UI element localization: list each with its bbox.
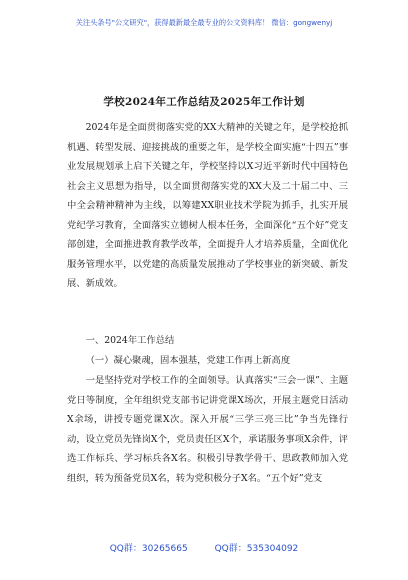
intro-paragraph-block [67,118,348,294]
footer-qq-group-2: QQ群：535304092 [214,544,299,554]
document-title: 学校2024年工作总结及2025年工作计划 [103,96,305,108]
section-heading: 一、2024年工作总结 [85,335,175,346]
intro-paragraph: 2024年是全面贯彻落实党的XX大精神的关键之年，是学校抢抓机遇、转型发展、迎接挑战的重要之年，是学校全面实施“十四五”事业发展规划承上启下关键之年，学校坚持以X习近平新时代中国特色社会主义思想为指导，以全面贯彻落实党的XX大及二十届二中、三中全会精神精神为主线，以筹建XX职业技术学院为抓手，扎实开展党纪学习教育，全面落实立德树人根本任务，全面深化“五个好”党支部创建，全面推进教育教学改革，全面提升人才培养质量，全面优化服务管理水平，以党建的高质量发展推动了学校事业的新突破、新发展、新成效。 [67,122,348,289]
section-heading-block [67,331,348,351]
header-promo-text: 关注头条号"公文研究"，获得最新最全最专业的公文资料库！ 微信：gongwenyj [75,18,333,27]
subsection-heading: （一）凝心聚魂，固本强基，党建工作再上新高度 [85,355,291,366]
body-paragraph-block [67,371,348,488]
body-paragraph: 一是坚持党对学校工作的全面领导。认真落实“三会一课”、主题党日等制度，全年组织党支部书记讲党课X场次，开展主题党日活动X余场，讲授专题党课X次。深入开展“三学三亮三比”争当先锋行动，设立党员先锋岗X个，党员责任区X个，承诺服务事项X余件，评选工作标兵、学习标兵各X名。积极引导教学骨干、思政教师加入党组织，转为预备党员X名，转为党积极分子X名。“五个好”党支 [67,375,348,484]
subsection-heading-block [67,351,348,371]
footer-contacts [0,541,408,554]
footer-qq-group-1: QQ群：30265665 [109,544,188,554]
